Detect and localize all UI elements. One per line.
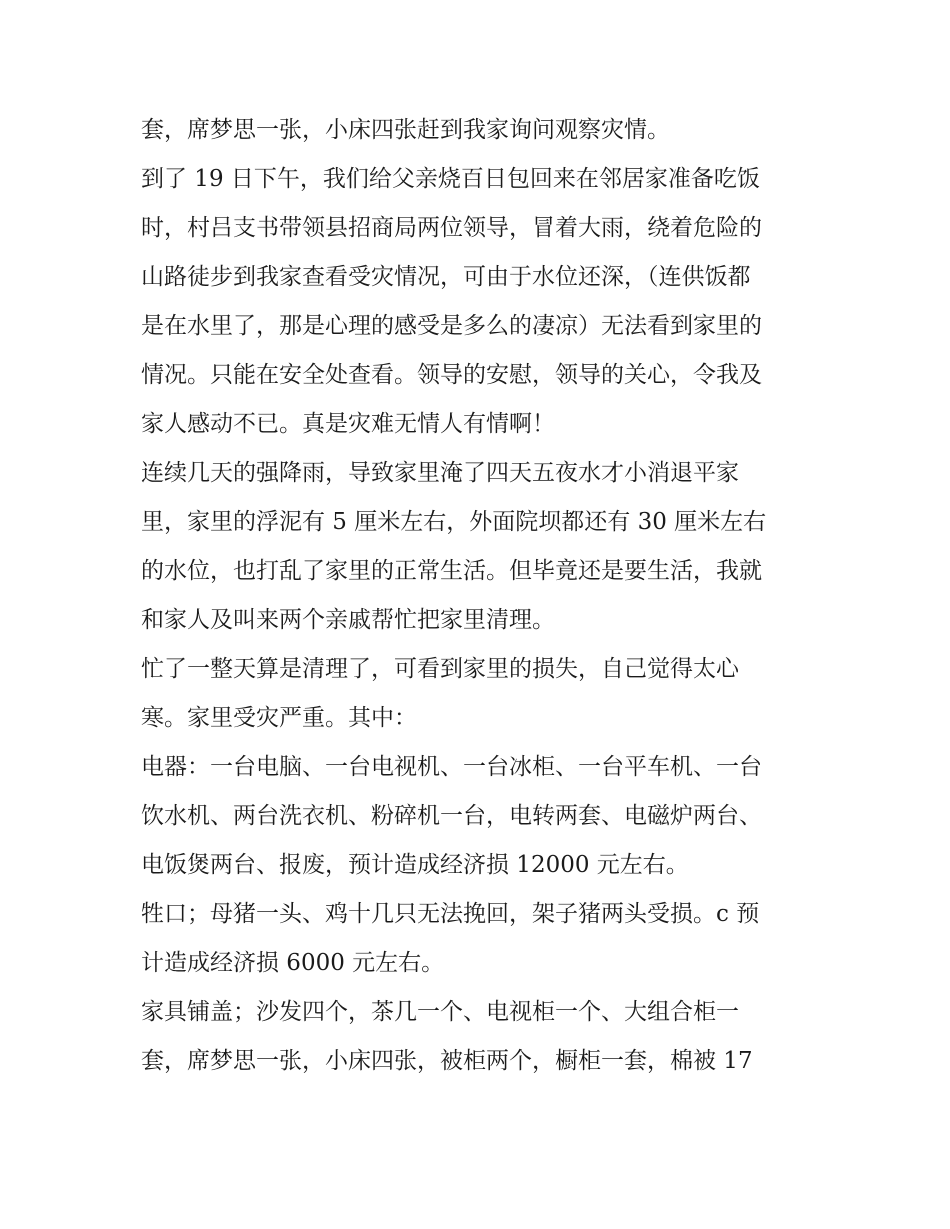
text-line: 情况。只能在安全处查看。领导的安慰，领导的关心，令我及 xyxy=(141,362,762,388)
text-line: 家人感动不已。真是灾难无情人有情啊！ xyxy=(141,411,555,437)
text-line: 的水位，也打乱了家里的正常生活。但毕竟还是要生活，我就 xyxy=(141,558,762,584)
text-line: 套，席梦思一张，小床四张赶到我家询问观察灾情。 xyxy=(141,117,670,143)
body-text xyxy=(141,106,821,1086)
text-line: 时，村吕支书带领县招商局两位领导，冒着大雨，绕着危险的 xyxy=(141,215,762,241)
text-line: 电饭煲两台、报废，预计造成经济损 12000 元左右。 xyxy=(141,852,689,878)
text-line: 和家人及叫来两个亲戚帮忙把家里清理。 xyxy=(141,607,555,633)
text-line: 牲口；母猪一头、鸡十几只无法挽回，架子猪两头受损。c 预 xyxy=(141,901,760,927)
text-line: 家具铺盖；沙发四个，茶几一个、电视柜一个、大组合柜一 xyxy=(141,999,739,1025)
text-line: 电器：一台电脑、一台电视机、一台冰柜、一台平车机、一台 xyxy=(141,754,762,780)
text-line: 里，家里的浮泥有 5 厘米左右，外面院坝都还有 30 厘米左右 xyxy=(141,509,767,535)
text-line: 到了 19 日下午，我们给父亲烧百日包回来在邻居家准备吃饭 xyxy=(141,166,760,192)
text-line: 忙了一整天算是清理了，可看到家里的损失，自己觉得太心 xyxy=(141,656,739,682)
text-line: 套，席梦思一张，小床四张，被柜两个，橱柜一套，棉被 17 xyxy=(141,1048,753,1074)
text-line: 寒。家里受灾严重。其中： xyxy=(141,705,417,731)
text-line: 山路徒步到我家查看受灾情况，可由于水位还深，（连供饭都 xyxy=(141,264,751,290)
text-line: 是在水里了，那是心理的感受是多么的凄凉）无法看到家里的 xyxy=(141,313,762,339)
text-line: 连续几天的强降雨，导致家里淹了四天五夜水才小消退平家 xyxy=(141,460,739,486)
text-line: 计造成经济损 6000 元左右。 xyxy=(141,950,445,976)
text-line: 饮水机、两台洗衣机、粉碎机一台，电转两套、电磁炉两台、 xyxy=(141,803,762,829)
